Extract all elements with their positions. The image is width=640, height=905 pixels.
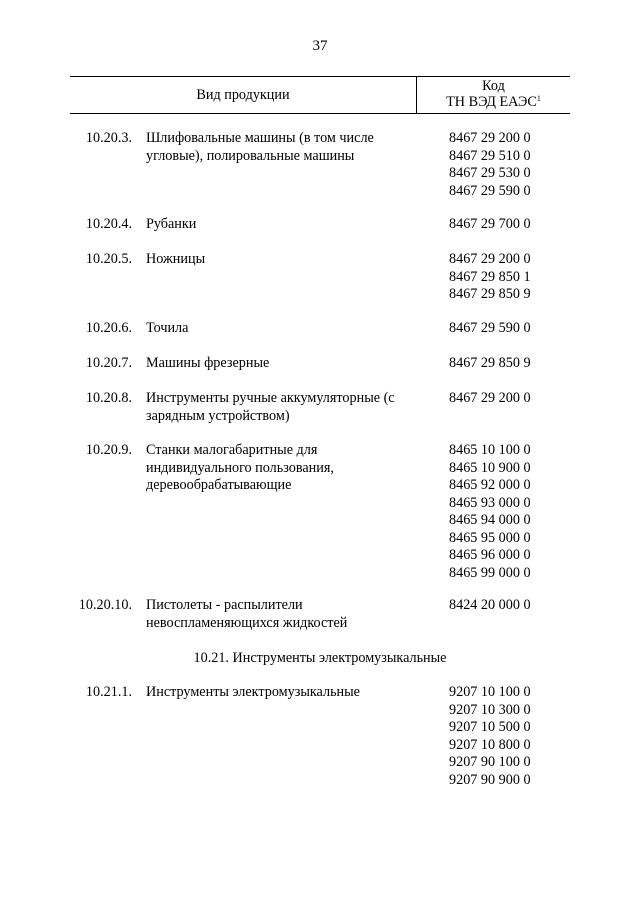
- entry-name: Точила: [146, 320, 189, 336]
- code-value: 8467 29 850 1: [449, 268, 531, 285]
- entry-number: 10.20.5.: [85, 251, 132, 267]
- code-value: 9207 10 800 0: [449, 736, 531, 753]
- code-header: [417, 78, 570, 110]
- product-type-header: [70, 77, 416, 113]
- code-value: 9207 10 300 0: [449, 701, 531, 718]
- entry-codes: [449, 251, 569, 304]
- code-value: 8467 29 510 0: [449, 147, 531, 164]
- code-label: Код: [482, 78, 505, 94]
- entry-number: 10.20.10.: [78, 597, 132, 613]
- code-value: 8467 29 700 0: [449, 216, 531, 232]
- code-value: 8465 10 900 0: [449, 459, 531, 476]
- entry-codes: [449, 216, 569, 234]
- code-value: 8465 95 000 0: [449, 529, 531, 546]
- code-value: 9207 90 900 0: [449, 771, 531, 788]
- code-value: 8465 96 000 0: [449, 547, 531, 563]
- table-header: [70, 76, 570, 114]
- entry-codes: [449, 390, 569, 408]
- entry-codes: [449, 684, 569, 789]
- entry-codes: [449, 355, 569, 373]
- entry-codes: [449, 442, 569, 582]
- footnote-marker: 1: [536, 94, 541, 103]
- code-value: 8467 29 530 0: [449, 165, 531, 181]
- code-value: 9207 90 100 0: [449, 754, 531, 770]
- section-title: 10.21. Инструменты электромузыкальные: [193, 650, 447, 666]
- entry-name: Станки малогабаритные для индивидуального пользования, деревообрабатывающие: [146, 442, 334, 493]
- code-value: 8467 29 850 9: [449, 286, 531, 302]
- entry-number: 10.20.8.: [85, 390, 132, 406]
- entry-name: Ножницы: [146, 251, 206, 267]
- code-value: 8467 29 200 0: [449, 390, 531, 406]
- entry-number: 10.20.3.: [85, 130, 132, 146]
- entry-codes: [449, 320, 569, 338]
- entry-number: 10.20.7.: [85, 355, 132, 371]
- entry-number: 10.20.9.: [85, 442, 132, 458]
- code-value: 8467 29 200 0: [449, 130, 531, 146]
- code-value: 8467 29 850 9: [449, 355, 531, 371]
- entry-name: Машины фрезерные: [146, 355, 270, 371]
- entry-codes: [449, 130, 569, 200]
- code-value: 9207 10 100 0: [449, 684, 531, 700]
- code-value: 8465 93 000 0: [449, 494, 531, 511]
- code-system-label: [417, 94, 570, 110]
- product-type-label: Вид продукции: [196, 86, 290, 103]
- code-value: 8465 99 000 0: [449, 564, 531, 581]
- entry-name: Шлифовальные машины (в том числе угловые), полировальные машины: [146, 130, 374, 164]
- entry-name: Инструменты ручные аккумуляторные (с зарядным устройством): [146, 390, 395, 424]
- entry-number: 10.20.6.: [85, 320, 132, 336]
- code-value: 8465 10 100 0: [449, 442, 531, 458]
- entry-number: 10.21.1.: [85, 684, 132, 700]
- entry-name: Инструменты электромузыкальные: [146, 684, 360, 700]
- code-value: 8467 29 590 0: [449, 320, 531, 336]
- code-value: 8465 92 000 0: [449, 477, 531, 493]
- entry-codes: [449, 597, 569, 615]
- code-value: 8424 20 000 0: [449, 597, 531, 613]
- code-value: 8465 94 000 0: [449, 512, 531, 528]
- code-value: 8467 29 200 0: [449, 251, 531, 267]
- code-value: 9207 10 500 0: [449, 719, 531, 735]
- entry-number: 10.20.4.: [85, 216, 132, 232]
- page-number: 37: [312, 38, 328, 54]
- entry-name: Рубанки: [146, 216, 197, 232]
- entry-name: Пистолеты - распылители невоспламеняющихся жидкостей: [146, 597, 348, 631]
- code-system-text: ТН ВЭД ЕАЭС: [446, 94, 537, 110]
- code-value: 8467 29 590 0: [449, 182, 531, 199]
